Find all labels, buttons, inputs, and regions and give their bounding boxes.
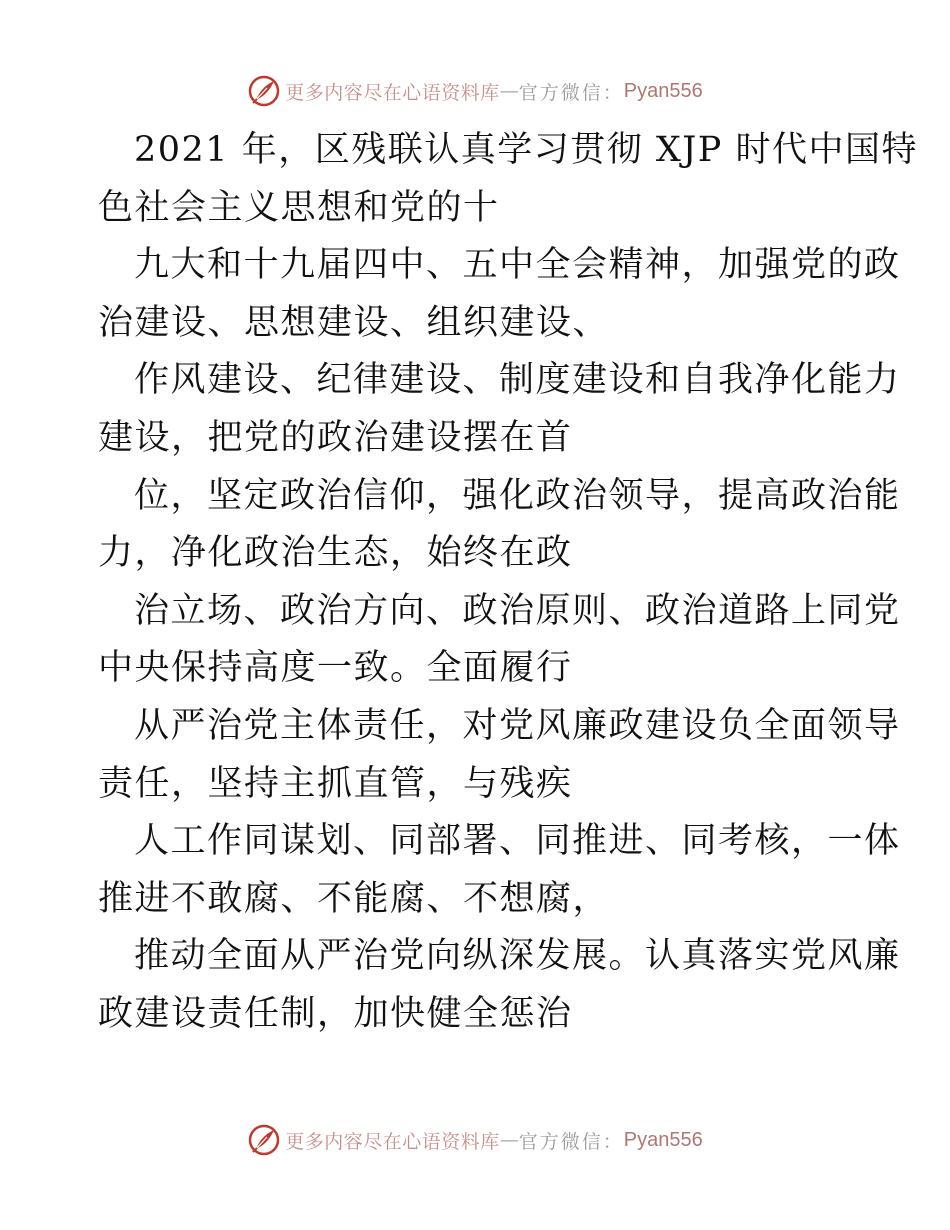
paragraph — [98, 468, 901, 583]
watermark-text: 更多内容尽在心语资料库 — [285, 81, 500, 104]
feather-pen-logo-icon — [247, 74, 281, 108]
text-line: 推动全面从严治党向纵深发展。认真落实党风廉 — [134, 936, 901, 977]
watermark-dash: — — [499, 1129, 519, 1151]
text-line: 治立场、政治方向、政治原则、政治道路上同党 — [134, 590, 901, 631]
text-line: 责任，坚持主抓直管，与残疾 — [98, 763, 573, 804]
text-line: 力，净化政治生态，始终在政 — [98, 533, 573, 574]
watermark-text: 更多内容尽在心语资料库 — [285, 1130, 500, 1153]
text-line: 建设，把党的政治建设摆在首 — [98, 417, 573, 458]
watermark-dash: — — [499, 80, 519, 102]
watermark-wechat-id: Pyan556 — [623, 1128, 703, 1151]
text-line: 从严治党主体责任，对党风廉政建设负全面领导 — [134, 705, 901, 746]
watermark-label: 官方微信： — [518, 81, 624, 104]
text-line: 2021 年，区残联认真学习贯彻 XJP 时代中国特 — [134, 130, 918, 170]
body-text — [98, 122, 918, 1044]
text-line: 色社会主义思想和党的十 — [98, 187, 500, 228]
text-line: 人工作同谋划、同部署、同推进、同考核，一体 — [134, 821, 901, 862]
watermark-wechat-id: Pyan556 — [623, 79, 703, 102]
header-watermark — [0, 71, 950, 111]
paragraph — [98, 237, 901, 352]
text-line: 推进不敢腐、不能腐、不想腐， — [98, 878, 610, 919]
paragraph — [98, 698, 901, 813]
text-line: 作风建设、纪律建设、制度建设和自我净化能力 — [134, 360, 901, 401]
watermark-label: 官方微信： — [518, 1130, 624, 1153]
text-line: 中央保持高度一致。全面履行 — [98, 648, 573, 689]
feather-pen-logo-icon — [247, 1123, 281, 1157]
paragraph — [98, 813, 901, 928]
text-line: 政建设责任制，加快健全惩治 — [98, 993, 573, 1034]
text-line: 九大和十九届四中、五中全会精神，加强党的政 — [134, 245, 901, 286]
paragraph — [98, 583, 901, 698]
text-line: 治建设、思想建设、组织建设、 — [98, 302, 610, 343]
text-line: 位，坚定政治信仰，强化政治领导，提高政治能 — [134, 475, 901, 516]
footer-watermark — [0, 1120, 950, 1160]
paragraph — [98, 122, 918, 237]
paragraph — [98, 928, 901, 1043]
paragraph — [98, 352, 901, 467]
